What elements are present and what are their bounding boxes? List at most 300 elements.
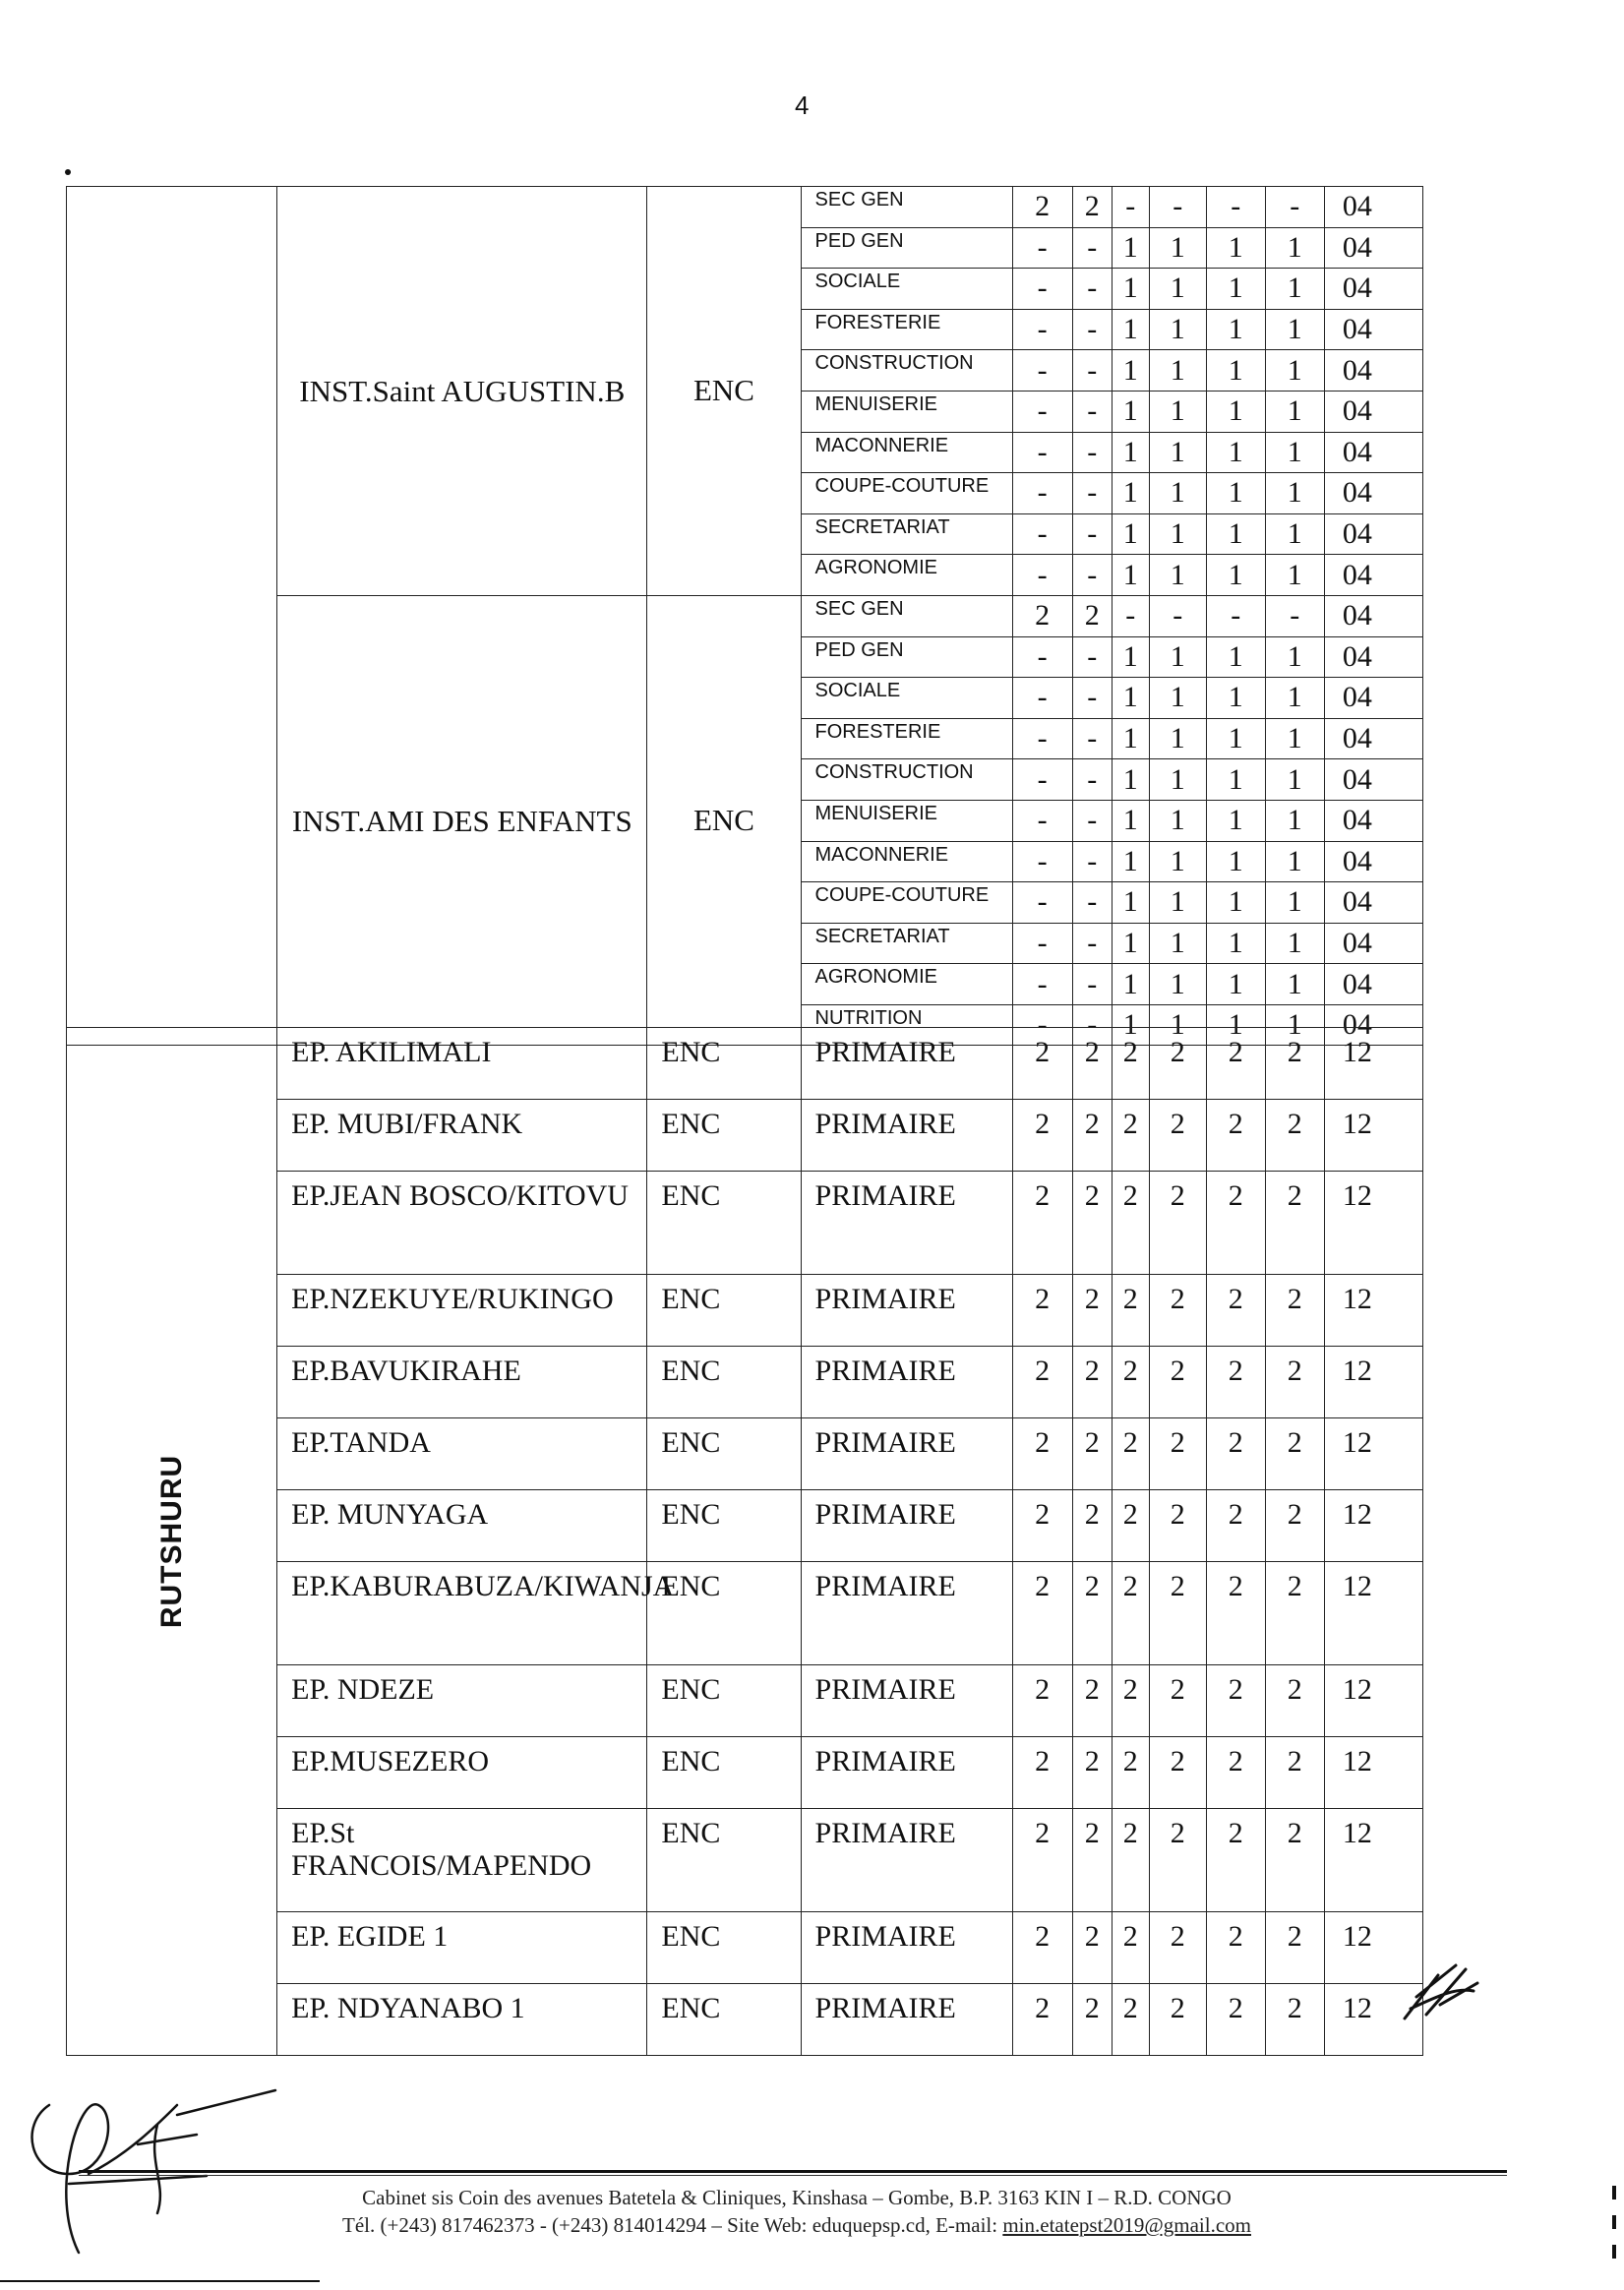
school-name: EP.MUSEZERO: [277, 1737, 647, 1809]
footer-rule-thin: [79, 2175, 1507, 2176]
class-count: 2: [1149, 1809, 1206, 1912]
total-count: 12: [1324, 1490, 1422, 1562]
class-count: 1: [1265, 800, 1324, 841]
class-count: 1: [1206, 841, 1265, 882]
school-type: ENC: [647, 595, 801, 1046]
edge-marks: [1612, 2186, 1616, 2274]
class-count: 2: [1072, 1737, 1112, 1809]
option-name: MACONNERIE: [801, 841, 1012, 882]
class-count: 1: [1265, 718, 1324, 759]
class-count: 1: [1206, 309, 1265, 350]
footer-email-link[interactable]: min.etatepst2019@gmail.com: [1002, 2213, 1251, 2237]
initials-mark: [1397, 1958, 1485, 2026]
class-count: 2: [1072, 187, 1112, 228]
class-count: -: [1072, 923, 1112, 964]
school-name: EP.BAVUKIRAHE: [277, 1347, 647, 1418]
class-count: 2: [1012, 1562, 1072, 1665]
class-count: 1: [1206, 759, 1265, 801]
total-count: 12: [1324, 1912, 1422, 1984]
class-count: -: [1265, 187, 1324, 228]
option-name: COUPE-COUTURE: [801, 473, 1012, 514]
class-count: 2: [1012, 187, 1072, 228]
total-count: 04: [1324, 227, 1422, 269]
total-count: 04: [1324, 678, 1422, 719]
school-name: EP.TANDA: [277, 1418, 647, 1490]
class-count: -: [1072, 800, 1112, 841]
class-count: 2: [1206, 1490, 1265, 1562]
class-count: 2: [1072, 595, 1112, 636]
option-name: SOCIALE: [801, 678, 1012, 719]
class-count: 1: [1206, 882, 1265, 924]
class-count: 1: [1265, 1004, 1324, 1046]
total-count: 12: [1324, 1809, 1422, 1912]
class-count: 2: [1012, 1809, 1072, 1912]
total-count: 04: [1324, 800, 1422, 841]
option-name: PRIMAIRE: [801, 1737, 1012, 1809]
footer-rule: [79, 2170, 1507, 2173]
class-count: 1: [1206, 513, 1265, 555]
class-count: 2: [1265, 1809, 1324, 1912]
class-count: 1: [1265, 555, 1324, 596]
class-count: 1: [1112, 678, 1149, 719]
option-name: MENUISERIE: [801, 800, 1012, 841]
school-name: EP. EGIDE 1: [277, 1912, 647, 1984]
class-count: 1: [1112, 759, 1149, 801]
total-count: 04: [1324, 1004, 1422, 1046]
class-count: 1: [1112, 269, 1149, 310]
class-count: 2: [1149, 1028, 1206, 1100]
class-count: 2: [1206, 1172, 1265, 1275]
class-count: 2: [1112, 1562, 1149, 1665]
total-count: 12: [1324, 1418, 1422, 1490]
option-name: SECRETARIAT: [801, 513, 1012, 555]
table-row: [67, 1028, 1423, 1100]
class-count: 1: [1149, 309, 1206, 350]
class-count: 2: [1265, 1737, 1324, 1809]
class-count: 1: [1265, 882, 1324, 924]
school-type: ENC: [647, 1809, 801, 1912]
class-count: 2: [1112, 1737, 1149, 1809]
class-count: 2: [1206, 1809, 1265, 1912]
class-count: 2: [1112, 1275, 1149, 1347]
upper-table: [66, 186, 1423, 1046]
class-count: 2: [1072, 1912, 1112, 1984]
class-count: 1: [1206, 636, 1265, 678]
class-count: -: [1149, 187, 1206, 228]
school-type: ENC: [647, 1490, 801, 1562]
class-count: 2: [1206, 1275, 1265, 1347]
class-count: 2: [1149, 1100, 1206, 1172]
class-count: -: [1072, 555, 1112, 596]
school-name: EP. MUNYAGA: [277, 1490, 647, 1562]
territory-cell: [67, 1028, 277, 2056]
class-count: -: [1012, 513, 1072, 555]
total-count: 12: [1324, 1737, 1422, 1809]
bullet-mark: [65, 169, 71, 175]
class-count: 1: [1206, 678, 1265, 719]
total-count: 04: [1324, 555, 1422, 596]
total-count: 12: [1324, 1100, 1422, 1172]
class-count: 1: [1206, 391, 1265, 432]
school-type: ENC: [647, 1418, 801, 1490]
class-count: 2: [1072, 1418, 1112, 1490]
class-count: -: [1072, 269, 1112, 310]
class-count: 1: [1149, 391, 1206, 432]
class-count: 2: [1265, 1490, 1324, 1562]
class-count: 2: [1012, 1347, 1072, 1418]
school-type: ENC: [647, 187, 801, 596]
class-count: -: [1206, 187, 1265, 228]
class-count: 1: [1149, 513, 1206, 555]
total-count: 12: [1324, 1984, 1422, 2056]
option-name: PRIMAIRE: [801, 1275, 1012, 1347]
class-count: 2: [1112, 1100, 1149, 1172]
school-name: EP.KABURABUZA/KIWANJA: [277, 1562, 647, 1665]
option-name: CONSTRUCTION: [801, 350, 1012, 392]
class-count: -: [1012, 473, 1072, 514]
school-name: INST.AMI DES ENFANTS: [277, 595, 647, 1046]
total-count: 04: [1324, 432, 1422, 473]
total-count: 12: [1324, 1275, 1422, 1347]
total-count: 04: [1324, 718, 1422, 759]
class-count: 1: [1149, 964, 1206, 1005]
class-count: -: [1012, 718, 1072, 759]
class-count: -: [1206, 595, 1265, 636]
option-name: PED GEN: [801, 636, 1012, 678]
footer-contact: [98, 2213, 1495, 2238]
school-name: EP. NDYANABO 1: [277, 1984, 647, 2056]
total-count: 04: [1324, 309, 1422, 350]
class-count: 1: [1112, 841, 1149, 882]
class-count: 2: [1072, 1984, 1112, 2056]
school-name: EP. NDEZE: [277, 1665, 647, 1737]
option-row: [67, 187, 1423, 228]
class-count: -: [1012, 841, 1072, 882]
class-count: 2: [1012, 1275, 1072, 1347]
class-count: 1: [1265, 923, 1324, 964]
school-type: ENC: [647, 1028, 801, 1100]
total-count: 12: [1324, 1172, 1422, 1275]
class-count: 2: [1149, 1984, 1206, 2056]
class-count: 2: [1265, 1100, 1324, 1172]
class-count: 2: [1206, 1984, 1265, 2056]
school-type: ENC: [647, 1984, 801, 2056]
school-type: ENC: [647, 1172, 801, 1275]
class-count: 2: [1265, 1984, 1324, 2056]
class-count: -: [1072, 964, 1112, 1005]
class-count: 2: [1072, 1347, 1112, 1418]
class-count: -: [1012, 432, 1072, 473]
class-count: 2: [1012, 595, 1072, 636]
class-count: 1: [1112, 923, 1149, 964]
class-count: 2: [1012, 1984, 1072, 2056]
class-count: 2: [1206, 1028, 1265, 1100]
option-name: PRIMAIRE: [801, 1665, 1012, 1737]
class-count: 2: [1206, 1912, 1265, 1984]
signature-mark: [10, 2066, 305, 2272]
option-name: MENUISERIE: [801, 391, 1012, 432]
class-count: 2: [1206, 1562, 1265, 1665]
school-name: INST.Saint AUGUSTIN.B: [277, 187, 647, 596]
total-count: 04: [1324, 269, 1422, 310]
class-count: -: [1012, 678, 1072, 719]
option-name: PRIMAIRE: [801, 1912, 1012, 1984]
class-count: -: [1072, 309, 1112, 350]
school-type: ENC: [647, 1347, 801, 1418]
class-count: -: [1012, 391, 1072, 432]
class-count: -: [1012, 636, 1072, 678]
class-count: 1: [1206, 718, 1265, 759]
class-count: 2: [1149, 1275, 1206, 1347]
total-count: 04: [1324, 923, 1422, 964]
class-count: 1: [1112, 432, 1149, 473]
class-count: 2: [1206, 1418, 1265, 1490]
class-count: 1: [1206, 555, 1265, 596]
option-name: PRIMAIRE: [801, 1809, 1012, 1912]
class-count: 2: [1149, 1665, 1206, 1737]
class-count: 1: [1265, 350, 1324, 392]
class-count: 1: [1265, 432, 1324, 473]
class-count: 2: [1072, 1562, 1112, 1665]
class-count: 2: [1012, 1028, 1072, 1100]
class-count: 1: [1112, 964, 1149, 1005]
option-name: AGRONOMIE: [801, 964, 1012, 1005]
total-count: 04: [1324, 841, 1422, 882]
class-count: -: [1072, 473, 1112, 514]
class-count: 2: [1012, 1912, 1072, 1984]
class-count: -: [1072, 718, 1112, 759]
class-count: 1: [1149, 636, 1206, 678]
class-count: -: [1012, 923, 1072, 964]
class-count: 2: [1112, 1665, 1149, 1737]
class-count: 1: [1206, 350, 1265, 392]
class-count: 2: [1012, 1490, 1072, 1562]
class-count: 1: [1149, 718, 1206, 759]
lower-table: [66, 1027, 1423, 2056]
class-count: 1: [1149, 800, 1206, 841]
class-count: -: [1072, 513, 1112, 555]
class-count: -: [1012, 309, 1072, 350]
option-name: PRIMAIRE: [801, 1418, 1012, 1490]
option-name: PED GEN: [801, 227, 1012, 269]
school-name: EP. MUBI/FRANK: [277, 1100, 647, 1172]
class-count: 2: [1072, 1809, 1112, 1912]
class-count: 1: [1112, 473, 1149, 514]
class-count: 1: [1265, 513, 1324, 555]
bottom-rule: [0, 2280, 320, 2282]
option-name: PRIMAIRE: [801, 1172, 1012, 1275]
class-count: 1: [1265, 309, 1324, 350]
class-count: -: [1072, 882, 1112, 924]
class-count: 2: [1206, 1100, 1265, 1172]
option-name: PRIMAIRE: [801, 1100, 1012, 1172]
class-count: 1: [1265, 391, 1324, 432]
class-count: 1: [1112, 309, 1149, 350]
class-count: 1: [1206, 1004, 1265, 1046]
class-count: 1: [1112, 350, 1149, 392]
total-count: 04: [1324, 882, 1422, 924]
class-count: 1: [1206, 964, 1265, 1005]
school-type: ENC: [647, 1275, 801, 1347]
class-count: -: [1072, 1004, 1112, 1046]
option-name: SEC GEN: [801, 595, 1012, 636]
class-count: -: [1012, 800, 1072, 841]
class-count: 1: [1112, 718, 1149, 759]
school-name: EP. AKILIMALI: [277, 1028, 647, 1100]
class-count: -: [1012, 555, 1072, 596]
class-count: 2: [1265, 1347, 1324, 1418]
school-type: ENC: [647, 1562, 801, 1665]
class-count: 1: [1265, 759, 1324, 801]
class-count: 2: [1149, 1562, 1206, 1665]
class-count: 2: [1149, 1490, 1206, 1562]
class-count: -: [1072, 678, 1112, 719]
class-count: 2: [1112, 1809, 1149, 1912]
class-count: 1: [1149, 882, 1206, 924]
option-name: NUTRITION: [801, 1004, 1012, 1046]
class-count: 2: [1149, 1737, 1206, 1809]
class-count: 1: [1149, 841, 1206, 882]
class-count: 1: [1265, 841, 1324, 882]
class-count: 2: [1265, 1275, 1324, 1347]
class-count: -: [1072, 350, 1112, 392]
total-count: 04: [1324, 759, 1422, 801]
class-count: 2: [1012, 1737, 1072, 1809]
class-count: -: [1072, 432, 1112, 473]
class-count: 2: [1012, 1418, 1072, 1490]
class-count: 2: [1072, 1028, 1112, 1100]
total-count: 04: [1324, 964, 1422, 1005]
school-type: ENC: [647, 1665, 801, 1737]
footer-address: Cabinet sis Coin des avenues Batetela & Cliniques, Kinshasa – Gombe, B.P. 3163 KIN I – R.D. CONGO: [362, 2186, 1232, 2209]
territory-cell-empty: [67, 187, 277, 1046]
class-count: 1: [1265, 678, 1324, 719]
total-count: 04: [1324, 187, 1422, 228]
class-count: 1: [1112, 882, 1149, 924]
class-count: 1: [1112, 800, 1149, 841]
option-name: FORESTERIE: [801, 309, 1012, 350]
class-count: 2: [1149, 1912, 1206, 1984]
territory-label: RUTSHURU: [154, 1454, 188, 1629]
class-count: 2: [1265, 1912, 1324, 1984]
class-count: -: [1072, 636, 1112, 678]
class-count: 1: [1206, 473, 1265, 514]
class-count: 1: [1149, 350, 1206, 392]
option-name: PRIMAIRE: [801, 1347, 1012, 1418]
class-count: 2: [1072, 1100, 1112, 1172]
class-count: -: [1112, 187, 1149, 228]
class-count: 2: [1072, 1490, 1112, 1562]
class-count: 1: [1112, 636, 1149, 678]
option-name: SECRETARIAT: [801, 923, 1012, 964]
total-count: 04: [1324, 595, 1422, 636]
total-count: 04: [1324, 513, 1422, 555]
class-count: 2: [1012, 1100, 1072, 1172]
class-count: 2: [1072, 1275, 1112, 1347]
page-number: 4: [795, 90, 810, 120]
class-count: 1: [1265, 636, 1324, 678]
school-name: EP.St FRANCOIS/MAPENDO: [277, 1809, 647, 1912]
option-name: SOCIALE: [801, 269, 1012, 310]
class-count: 1: [1149, 432, 1206, 473]
option-name: MACONNERIE: [801, 432, 1012, 473]
total-count: 04: [1324, 391, 1422, 432]
class-count: 1: [1265, 227, 1324, 269]
class-count: -: [1149, 595, 1206, 636]
class-count: 1: [1265, 964, 1324, 1005]
class-count: 1: [1206, 432, 1265, 473]
class-count: 2: [1012, 1172, 1072, 1275]
option-name: PRIMAIRE: [801, 1562, 1012, 1665]
class-count: -: [1012, 227, 1072, 269]
class-count: 2: [1112, 1490, 1149, 1562]
class-count: 2: [1206, 1737, 1265, 1809]
class-count: 1: [1149, 678, 1206, 719]
class-count: 1: [1206, 923, 1265, 964]
class-count: 2: [1112, 1418, 1149, 1490]
class-count: 2: [1265, 1028, 1324, 1100]
total-count: 12: [1324, 1028, 1422, 1100]
class-count: 1: [1265, 473, 1324, 514]
class-count: 2: [1112, 1172, 1149, 1275]
school-type: ENC: [647, 1912, 801, 1984]
option-name: PRIMAIRE: [801, 1490, 1012, 1562]
class-count: 2: [1206, 1347, 1265, 1418]
option-name: AGRONOMIE: [801, 555, 1012, 596]
class-count: 1: [1265, 269, 1324, 310]
class-count: 2: [1072, 1665, 1112, 1737]
class-count: 2: [1112, 1912, 1149, 1984]
school-name: EP.NZEKUYE/RUKINGO: [277, 1275, 647, 1347]
total-count: 04: [1324, 636, 1422, 678]
class-count: 1: [1149, 227, 1206, 269]
total-count: 12: [1324, 1347, 1422, 1418]
option-name: PRIMAIRE: [801, 1984, 1012, 2056]
class-count: 1: [1149, 759, 1206, 801]
class-count: -: [1265, 595, 1324, 636]
class-count: 1: [1149, 269, 1206, 310]
class-count: 1: [1206, 269, 1265, 310]
class-count: 2: [1265, 1665, 1324, 1737]
class-count: 1: [1149, 473, 1206, 514]
class-count: 2: [1072, 1172, 1112, 1275]
total-count: 04: [1324, 473, 1422, 514]
option-name: FORESTERIE: [801, 718, 1012, 759]
class-count: -: [1072, 841, 1112, 882]
class-count: -: [1012, 269, 1072, 310]
class-count: -: [1012, 882, 1072, 924]
class-count: 1: [1149, 923, 1206, 964]
school-type: ENC: [647, 1100, 801, 1172]
class-count: 2: [1265, 1562, 1324, 1665]
school-name: EP.JEAN BOSCO/KITOVU: [277, 1172, 647, 1275]
class-count: 1: [1112, 391, 1149, 432]
class-count: -: [1012, 964, 1072, 1005]
class-count: 2: [1149, 1347, 1206, 1418]
class-count: 2: [1112, 1028, 1149, 1100]
class-count: 1: [1112, 555, 1149, 596]
school-type: ENC: [647, 1737, 801, 1809]
class-count: 2: [1149, 1172, 1206, 1275]
class-count: 2: [1112, 1984, 1149, 2056]
class-count: 1: [1112, 227, 1149, 269]
class-count: 2: [1206, 1665, 1265, 1737]
total-count: 12: [1324, 1562, 1422, 1665]
class-count: 1: [1149, 1004, 1206, 1046]
class-count: 2: [1265, 1172, 1324, 1275]
class-count: 1: [1206, 800, 1265, 841]
option-name: CONSTRUCTION: [801, 759, 1012, 801]
